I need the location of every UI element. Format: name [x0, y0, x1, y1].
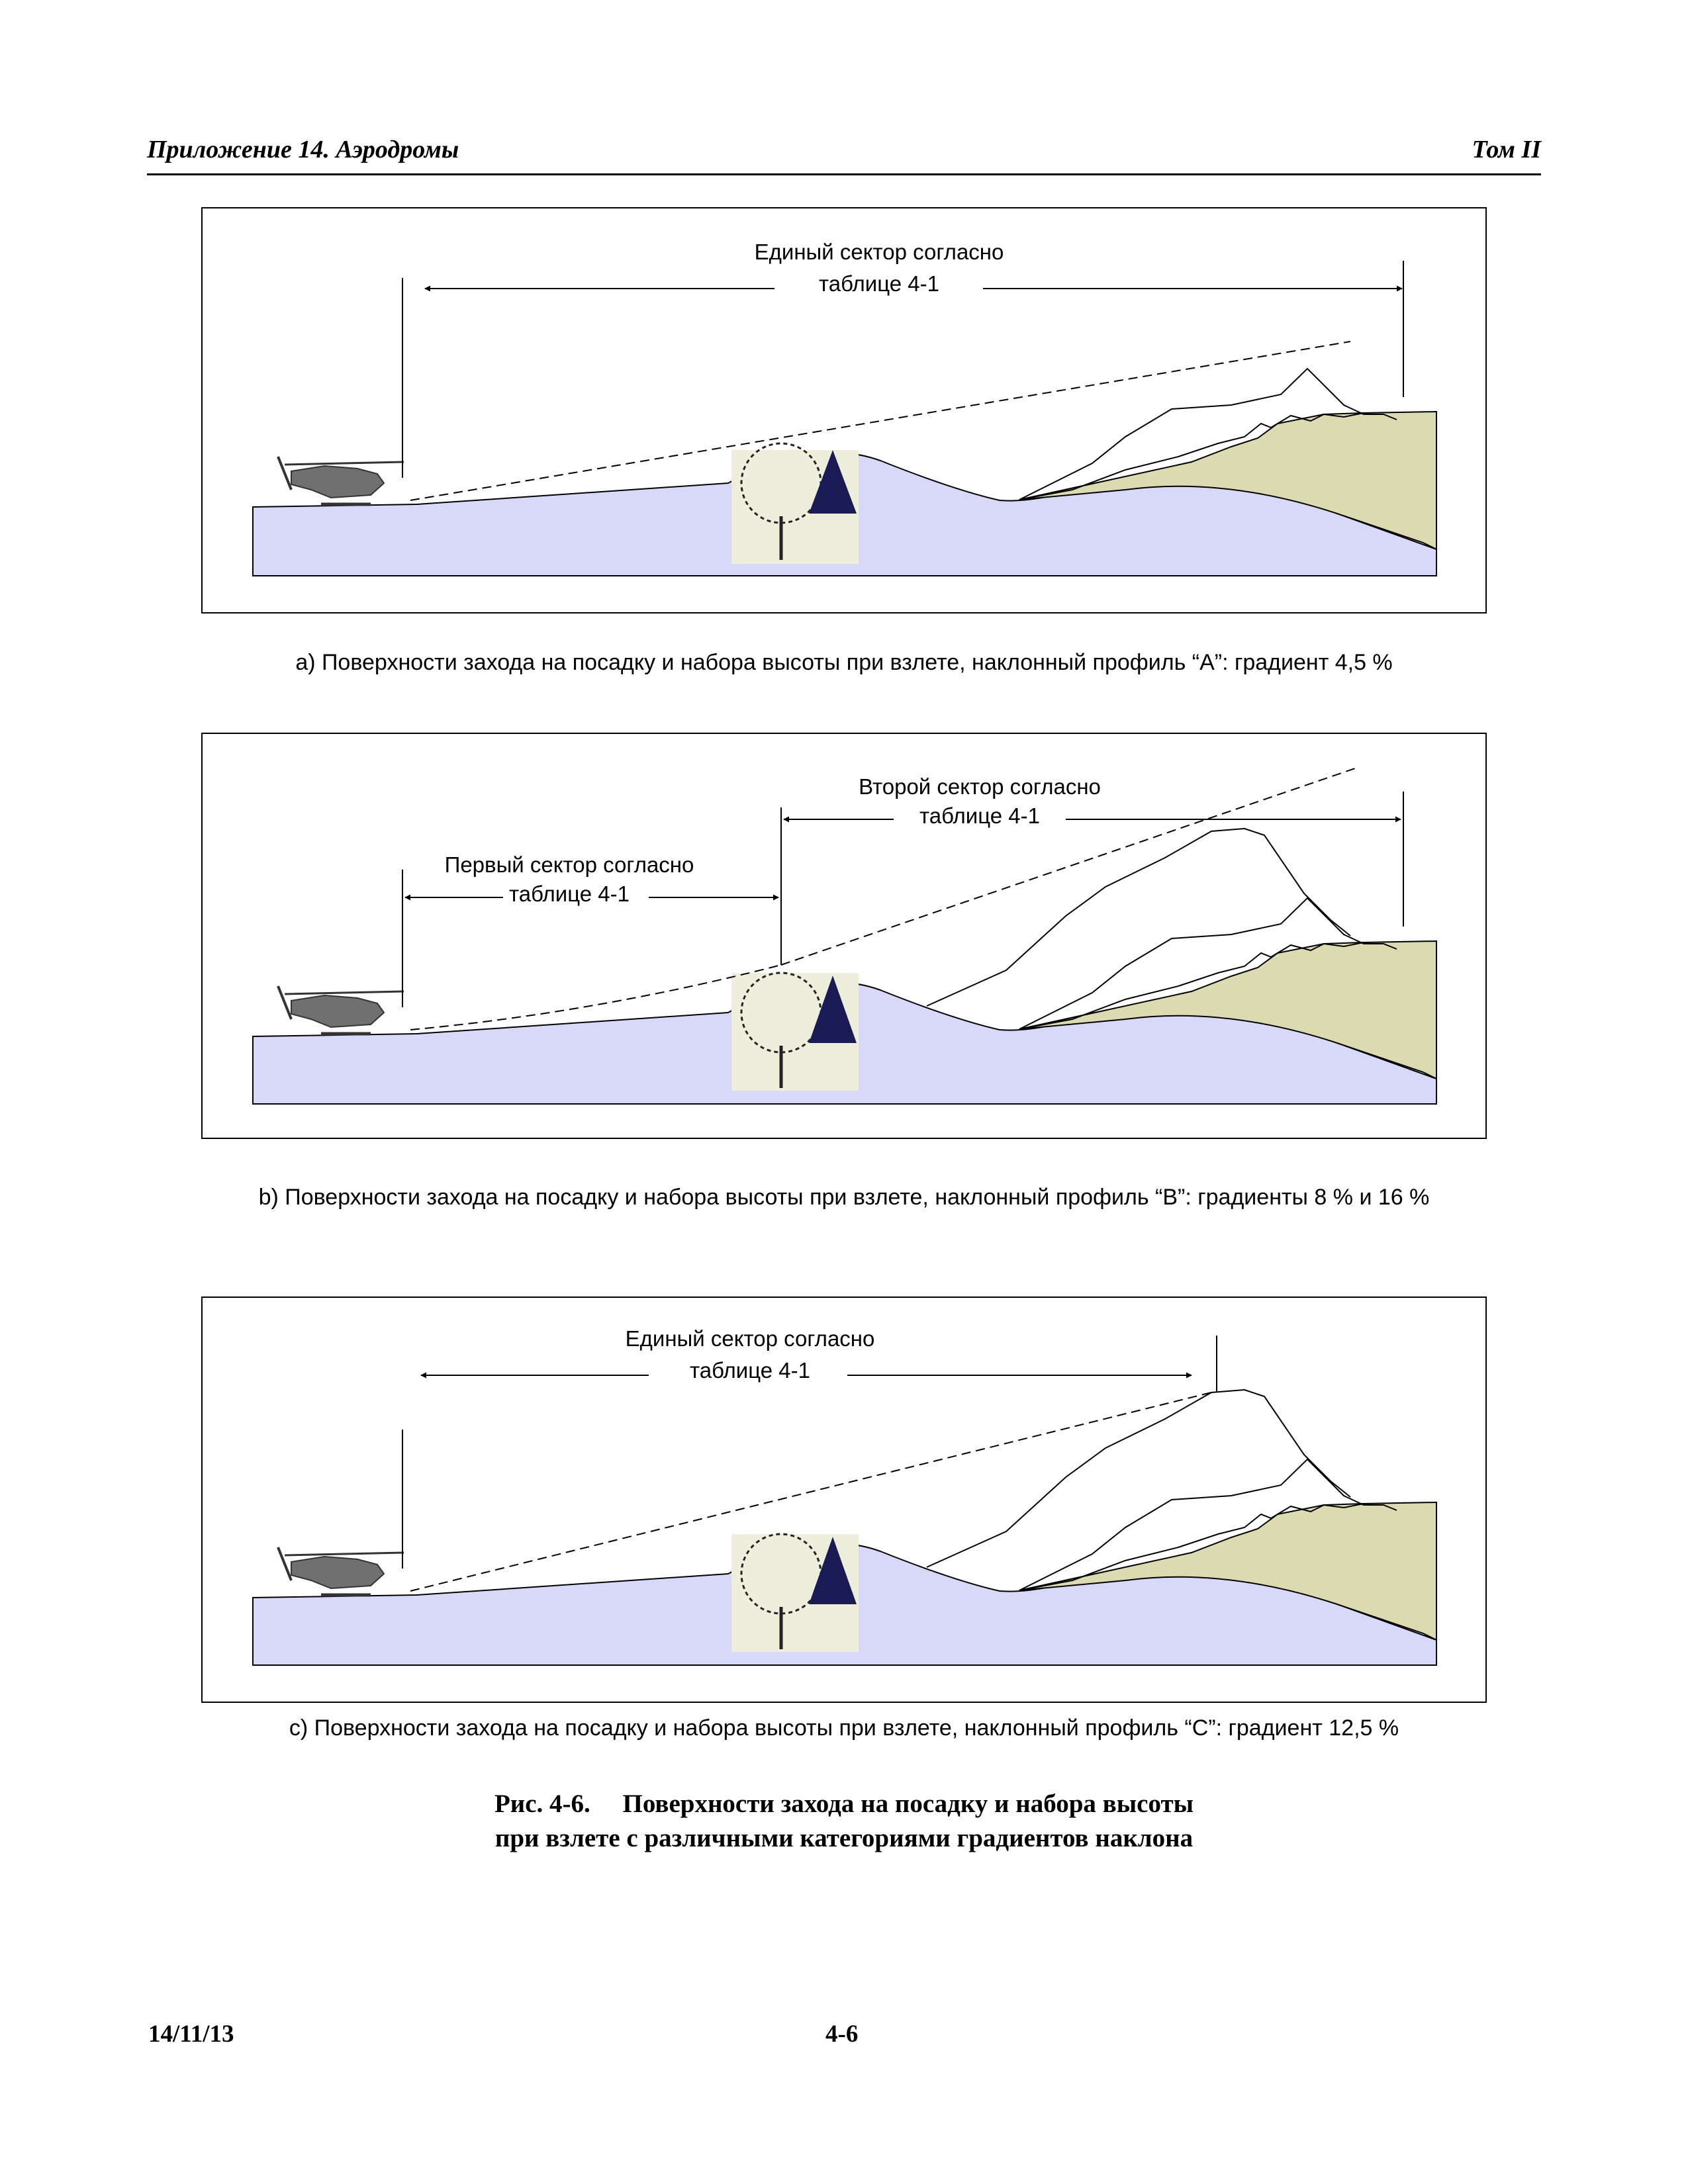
panel-c-sector-label-line1: Единый сектор согласно [625, 1326, 875, 1351]
panel-b-sector1-label-line2: таблице 4-1 [509, 882, 630, 906]
panel-b [202, 733, 1486, 1138]
footer-page-number: 4-6 [825, 2021, 859, 2048]
figure-title-line2: при взлете с различными категориями градиентов наклона [494, 1824, 1194, 1852]
footer-date: 14/11/13 [148, 2021, 234, 2048]
panel-b-sector2-label-line1: Второй сектор согласно [859, 774, 1101, 799]
header-document-title: Приложение 14. Аэродромы [147, 136, 459, 163]
header-volume: Том II [1472, 136, 1541, 163]
panel-c [202, 1297, 1486, 1702]
figure-title [0, 1787, 1688, 1856]
figure-title-line1: Рис. 4-6. Поверхности захода на посадку и набора высоты [494, 1790, 1194, 1818]
panel-c-sector-label-line2: таблице 4-1 [690, 1358, 810, 1383]
panel-a-sector-label-line2: таблице 4-1 [819, 271, 939, 296]
panel-b-caption: b) Поверхности захода на посадку и набора высоты при взлете, наклонный профиль “B”: градиенты 8 % и 16 % [258, 1185, 1430, 1210]
panel-a-sector-label-line1: Единый сектор согласно [754, 240, 1004, 264]
panel-a [202, 208, 1486, 613]
panel-b-sector2-label-line2: таблице 4-1 [919, 803, 1040, 828]
panel-c-caption: c) Поверхности захода на посадку и набора высоты при взлете, наклонный профиль “C”: градиент 12,5 % [289, 1715, 1399, 1741]
panel-a-caption: a) Поверхности захода на посадку и набора высоты при взлете, наклонный профиль “A”: градиент 4,5 % [295, 650, 1393, 675]
panel-b-sector1-label-line1: Первый сектор согласно [444, 852, 694, 877]
